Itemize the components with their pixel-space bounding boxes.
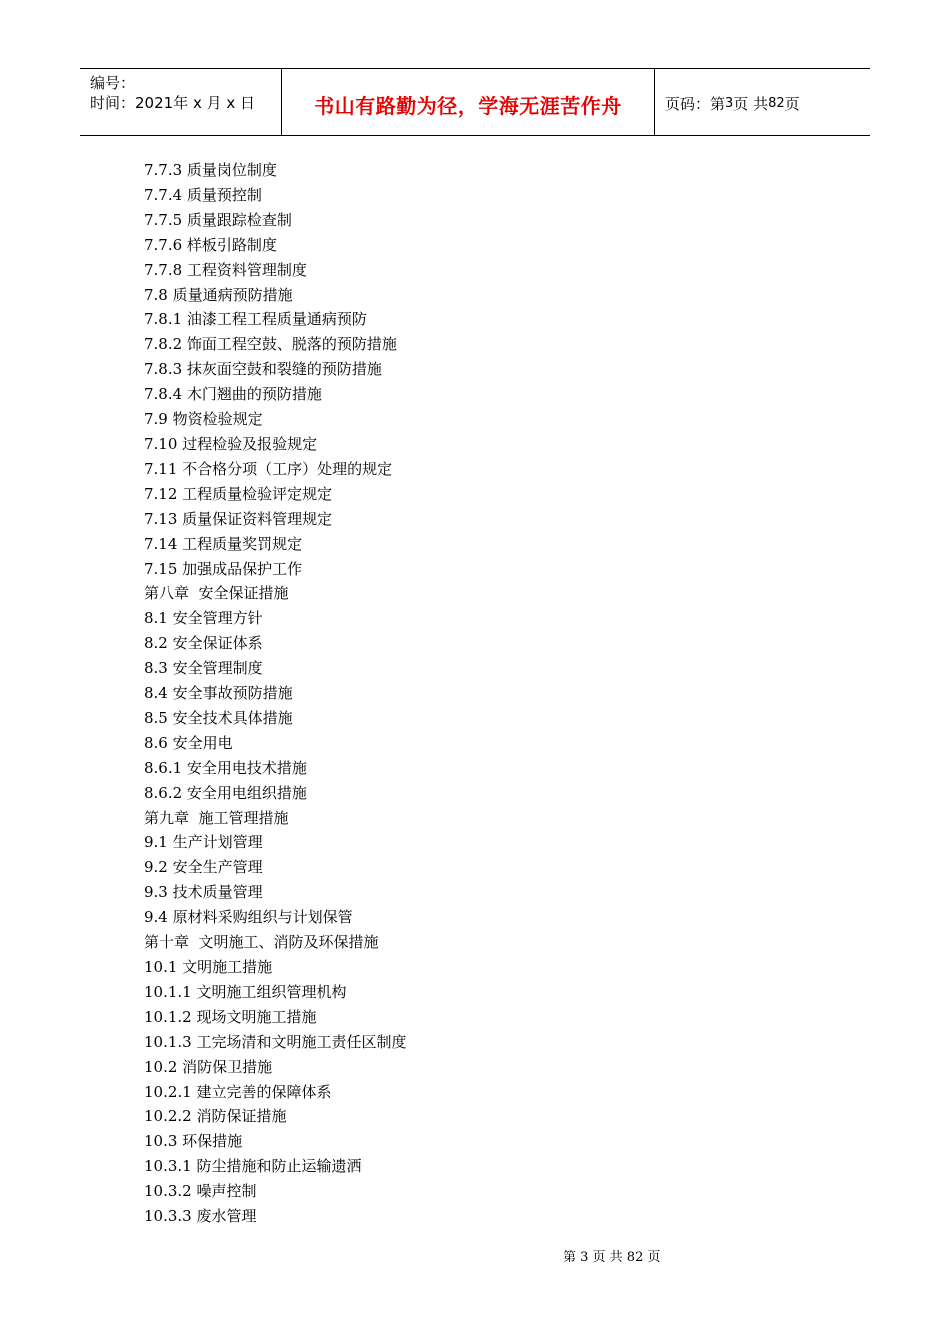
toc-entry: 第十章 文明施工、消防及环保措施 <box>144 933 379 952</box>
header-page-cell <box>655 69 870 135</box>
toc-entry: 8.5 安全技术具体措施 <box>144 708 293 727</box>
toc-entry: 7.8.4 木门翘曲的预防措施 <box>144 385 322 404</box>
toc-entry: 8.6 安全用电 <box>144 733 233 752</box>
table-of-contents <box>144 158 406 1229</box>
page-mid: 页 共 <box>733 94 769 113</box>
page-label: 页码：第 <box>665 94 726 113</box>
toc-entry: 7.8.3 抹灰面空鼓和裂缝的预防措施 <box>144 360 382 379</box>
time-line <box>90 93 281 113</box>
toc-entry: 7.7.5 质量跟踪检查制 <box>144 210 292 229</box>
header-meta-cell <box>80 69 282 135</box>
page-header <box>80 68 870 136</box>
toc-entry: 10.3 环保措施 <box>144 1132 243 1151</box>
toc-entry: 8.4 安全事故预防措施 <box>144 684 293 703</box>
toc-entry: 10.3.1 防尘措施和防止运输遗洒 <box>144 1157 362 1176</box>
toc-entry: 第九章 施工管理措施 <box>144 808 289 827</box>
toc-entry: 10.1.1 文明施工组织管理机构 <box>144 982 347 1001</box>
toc-entry: 7.13 质量保证资料管理规定 <box>144 509 333 528</box>
toc-entry: 9.1 生产计划管理 <box>144 833 263 852</box>
toc-entry: 7.15 加强成品保护工作 <box>144 559 303 578</box>
toc-entry: 7.8.1 油漆工程工程质量通病预防 <box>144 310 367 329</box>
toc-entry: 8.6.2 安全用电组织措施 <box>144 783 307 802</box>
toc-entry: 10.1.3 工完场清和文明施工责任区制度 <box>144 1032 407 1051</box>
toc-entry: 7.7.6 样板引路制度 <box>144 235 277 254</box>
toc-entry: 8.2 安全保证体系 <box>144 634 263 653</box>
time-rest: 年 x 月 x 日 <box>173 94 256 112</box>
page-end: 页 <box>784 94 800 113</box>
toc-entry: 10.2.1 建立完善的保障体系 <box>144 1082 332 1101</box>
toc-entry: 7.9 物资检验规定 <box>144 410 263 429</box>
toc-entry: 10.3.3 废水管理 <box>144 1207 257 1226</box>
page-footer: 第 3 页 共 82 页 <box>563 1250 661 1265</box>
toc-entry: 8.1 安全管理方针 <box>144 609 263 628</box>
toc-entry: 10.2 消防保卫措施 <box>144 1057 273 1076</box>
toc-entry: 9.3 技术质量管理 <box>144 883 263 902</box>
toc-entry: 7.10 过程检验及报验规定 <box>144 434 318 453</box>
toc-entry: 10.1.2 现场文明施工措施 <box>144 1007 317 1026</box>
toc-entry: 7.7.4 质量预控制 <box>144 185 262 204</box>
toc-entry: 10.2.2 消防保证措施 <box>144 1107 287 1126</box>
serial-label: 编号： <box>90 74 136 92</box>
toc-entry: 7.8 质量通病预防措施 <box>144 285 293 304</box>
toc-entry: 8.3 安全管理制度 <box>144 659 263 678</box>
toc-entry: 7.11 不合格分项（工序）处理的规定 <box>144 459 393 478</box>
toc-entry: 7.7.3 质量岗位制度 <box>144 161 277 179</box>
time-year: 2021 <box>135 94 174 112</box>
toc-entry: 7.14 工程质量奖罚规定 <box>144 534 303 553</box>
toc-entry: 10.1 文明施工措施 <box>144 958 273 976</box>
toc-entry: 9.2 安全生产管理 <box>144 858 263 877</box>
toc-entry: 10.3.2 噪声控制 <box>144 1182 257 1201</box>
motto-text: 书山有路勤为径，学海无涯苦作舟 <box>314 93 622 118</box>
toc-entry: 7.8.2 饰面工程空鼓、脱落的预防措施 <box>144 335 397 354</box>
toc-entry: 7.12 工程质量检验评定规定 <box>144 484 333 503</box>
time-label: 时间： <box>90 94 136 112</box>
toc-entry: 8.6.1 安全用电技术措施 <box>144 758 307 777</box>
toc-entry: 9.4 原材料采购组织与计划保管 <box>144 908 353 927</box>
page-total: 82 <box>768 95 785 111</box>
page-current: 3 <box>725 95 734 111</box>
header-motto-cell <box>282 69 655 135</box>
toc-entry: 7.7.8 工程资料管理制度 <box>144 260 307 279</box>
toc-entry: 第八章 安全保证措施 <box>144 584 289 603</box>
